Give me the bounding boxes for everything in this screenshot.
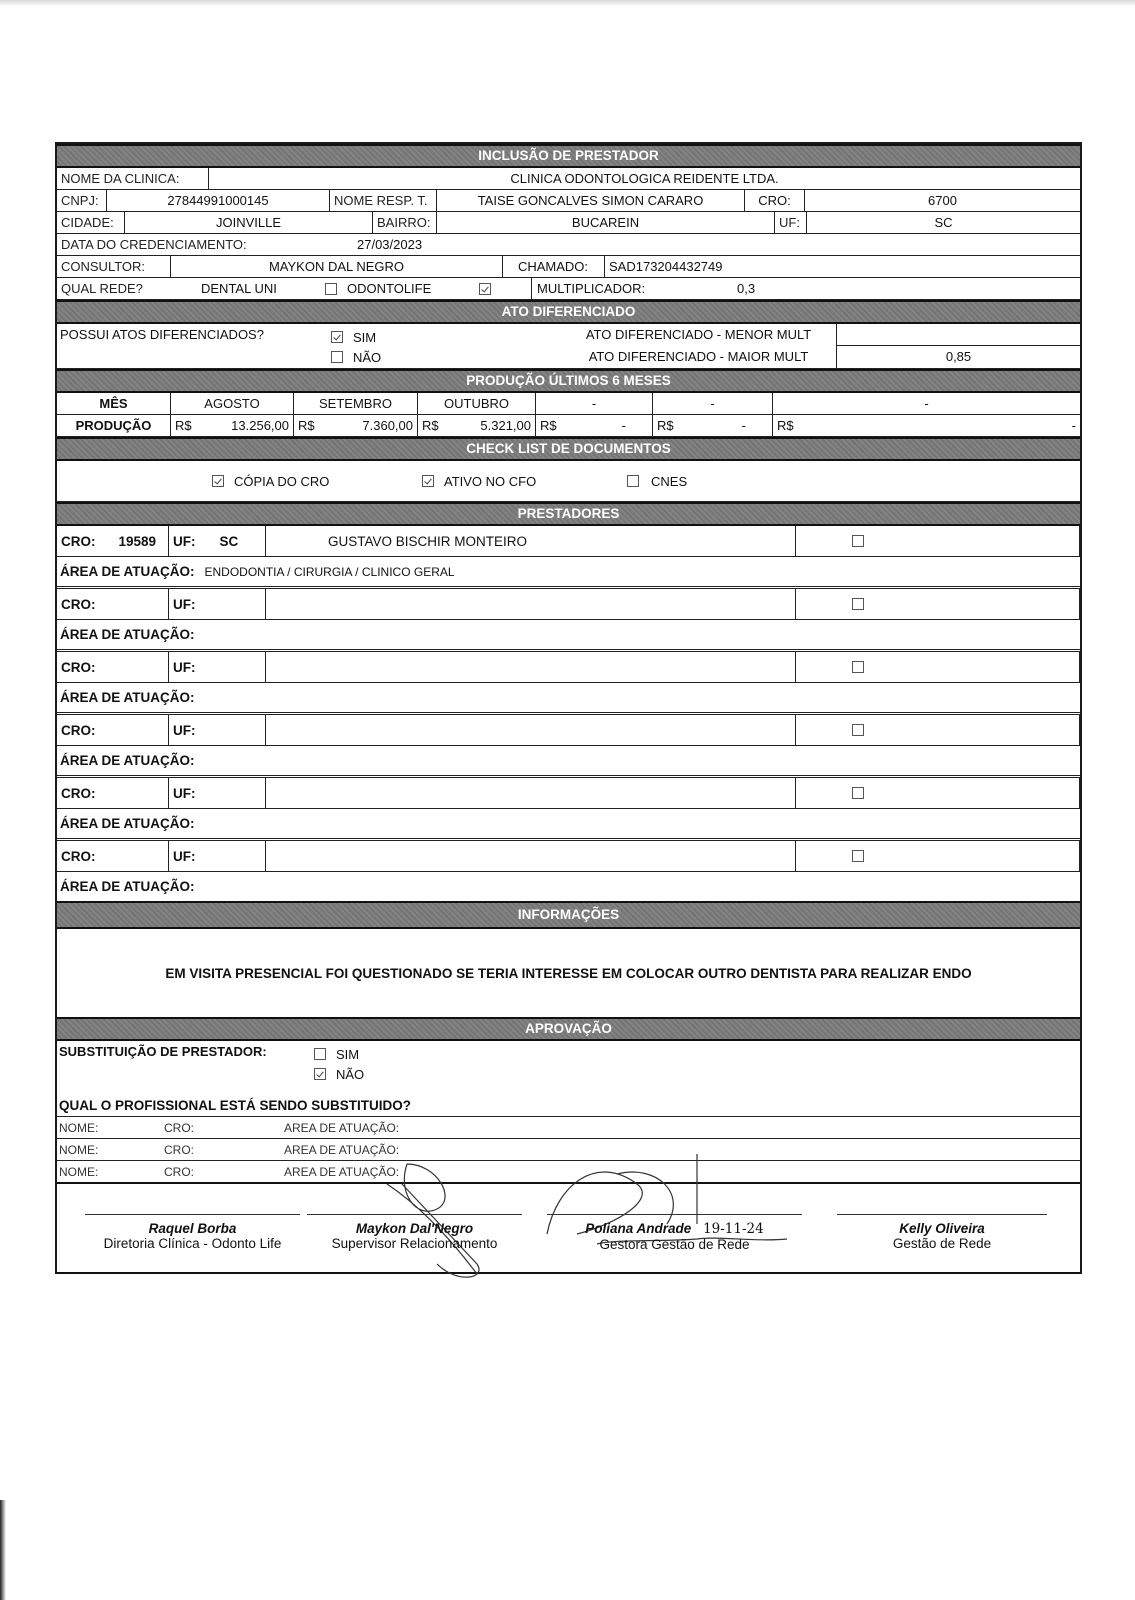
clinic-name-field[interactable]: CLINICA ODONTOLOGICA REIDENTE LTDA. (510, 171, 779, 186)
prestador-checkbox[interactable] (852, 661, 864, 673)
value-amount: - (621, 418, 626, 433)
rede-label: QUAL REDE? (61, 281, 143, 296)
prestadores-list (57, 526, 1080, 901)
cidade-field[interactable]: JOINVILLE (125, 212, 373, 233)
substituicao-label: SUBSTITUIÇÃO DE PRESTADOR: (59, 1044, 267, 1059)
producao-label: PRODUÇÃO (57, 415, 171, 436)
uf-field[interactable]: SC (934, 215, 953, 230)
signer-name: Poliana Andrade (585, 1221, 692, 1236)
substituido-cro-label: CRO: (164, 1142, 194, 1157)
substituido-area-label: AREA DE ATUAÇÃO: (284, 1164, 400, 1179)
bairro-label: BAIRRO: (373, 212, 437, 233)
signature-block (85, 1214, 300, 1251)
prestador-uf-label: UF: (169, 652, 266, 682)
prestador-checkbox[interactable] (852, 787, 864, 799)
qual-profissional-label: QUAL O PROFISSIONAL ESTÁ SENDO SUBSTITUIDO? (57, 1096, 1080, 1117)
signature-date: 19-11-24 (703, 1221, 764, 1237)
currency-symbol: R$ (175, 418, 192, 433)
checklist-header: CHECK LIST DE DOCUMENTOS (57, 437, 1080, 461)
ato-maior-value[interactable]: 0,85 (945, 349, 972, 364)
substituido-nome-label: NOME: (59, 1164, 99, 1179)
ato-sim-checkbox[interactable] (331, 331, 343, 343)
cro-field[interactable]: 6700 (928, 193, 957, 208)
rede-odontolife-label: ODONTOLIFE (347, 281, 432, 296)
prestador-row (57, 715, 1080, 746)
month-6: - (924, 396, 929, 411)
prestador-area-row (57, 809, 1080, 841)
area-label: ÁREA DE ATUAÇÃO: (60, 879, 195, 894)
month-1: AGOSTO (171, 393, 294, 414)
prestador-uf-label: UF: (169, 589, 266, 619)
value-2[interactable] (294, 415, 418, 436)
data-label: DATA DO CREDENCIAMENTO: (61, 237, 247, 252)
value-5[interactable] (653, 415, 773, 436)
ato-nao-checkbox[interactable] (331, 351, 343, 363)
subst-sim-checkbox[interactable] (314, 1048, 326, 1060)
prestador-name[interactable] (266, 589, 796, 619)
copia-cro-label: CÓPIA DO CRO (234, 473, 330, 489)
copia-cro-checkbox[interactable] (212, 475, 224, 487)
signer-name: Kelly Oliveira (899, 1221, 985, 1236)
signer-name: Maykon Dal'Negro (355, 1221, 474, 1236)
consultor-row (57, 256, 1080, 278)
value-3[interactable] (418, 415, 536, 436)
odontolife-checkbox[interactable] (479, 283, 491, 295)
prestador-checkbox[interactable] (852, 724, 864, 736)
producao-header: PRODUÇÃO ÚLTIMOS 6 MESES (57, 369, 1080, 393)
page-edge (0, 0, 1135, 6)
month-4: - (536, 393, 653, 414)
prestador-checkbox[interactable] (852, 598, 864, 610)
prestadores-header: PRESTADORES (57, 502, 1080, 526)
prestador-row (57, 778, 1080, 809)
subst-sim-option[interactable] (314, 1044, 364, 1064)
value-amount: - (741, 418, 746, 433)
ato-menor-label: ATO DIFERENCIADO - MENOR MULT (585, 327, 812, 342)
area-label: ÁREA DE ATUAÇÃO: (60, 753, 195, 768)
substituido-row[interactable] (57, 1117, 1080, 1139)
mes-label: MÊS (57, 393, 171, 414)
ato-menor-value[interactable] (837, 324, 1080, 346)
substituido-row[interactable] (57, 1161, 1080, 1182)
area-label: ÁREA DE ATUAÇÃO: (60, 564, 195, 579)
prestador-checkbox[interactable] (852, 850, 864, 862)
value-1[interactable] (171, 415, 294, 436)
value-amount: - (1071, 418, 1076, 433)
value-amount: 5.321,00 (480, 418, 531, 433)
page-edge-shadow (0, 1500, 6, 1600)
currency-symbol: R$ (422, 418, 439, 433)
signer-role: Diretoria Clínica - Odonto Life (103, 1236, 282, 1251)
area-label: ÁREA DE ATUAÇÃO: (60, 627, 195, 642)
prestador-row (57, 652, 1080, 683)
prestador-cro-label: CRO: (57, 715, 169, 745)
month-5: - (653, 393, 773, 414)
substituido-nome-label: NOME: (59, 1142, 99, 1157)
value-amount: 7.360,00 (362, 418, 413, 433)
cnes-checkbox[interactable] (627, 475, 639, 487)
subst-nao-checkbox[interactable] (314, 1068, 326, 1080)
substituido-cro-label: CRO: (164, 1120, 194, 1135)
cidade-row (57, 212, 1080, 234)
signature-block (837, 1214, 1047, 1251)
prestador-area-row (57, 557, 1080, 589)
mult-label: MULTIPLICADOR: (537, 281, 646, 296)
prestador-area-row (57, 620, 1080, 652)
currency-symbol: R$ (777, 418, 794, 433)
cro-label: CRO: (745, 190, 805, 211)
substituido-area-label: AREA DE ATUAÇÃO: (284, 1142, 400, 1157)
signer-role: Supervisor Relacionamento (331, 1236, 498, 1251)
prestador-area-row (57, 872, 1080, 901)
area-label: ÁREA DE ATUAÇÃO: (60, 816, 195, 831)
ato-nao-label: NÃO (353, 349, 382, 365)
clinic-name-label: NOME DA CLINICA: (57, 168, 209, 189)
month-3: OUTUBRO (418, 393, 536, 414)
ato-sim-label: SIM (353, 329, 377, 345)
prestador-name[interactable] (266, 652, 796, 682)
prestador-cro-label: CRO: (57, 589, 169, 619)
currency-symbol: R$ (298, 418, 315, 433)
chamado-label: CHAMADO: (517, 259, 589, 274)
rede-odontolife-option[interactable] (321, 278, 471, 299)
ato-nao-option[interactable] (331, 347, 561, 367)
prestador-name[interactable]: GUSTAVO BISCHIR MONTEIRO (266, 526, 796, 556)
form-title: INCLUSÃO DE PRESTADOR (57, 144, 1080, 168)
cnpj-field[interactable]: 27844991000145 (107, 190, 330, 211)
subst-sim-label: SIM (336, 1046, 360, 1062)
ato-mult-values (836, 324, 1080, 368)
prestador-cro-label: CRO: (57, 778, 169, 808)
checklist-cfo-option[interactable] (422, 474, 627, 489)
prestador-uf-value[interactable]: SC (219, 533, 239, 549)
data-row (57, 234, 1080, 256)
uf-label: UF: (775, 212, 807, 233)
informacoes-text[interactable]: EM VISITA PRESENCIAL FOI QUESTIONADO SE TERIA INTERESSE EM COLOCAR OUTRO DENTISTA PARA REALIZAR ENDO (57, 929, 1080, 1019)
informacoes-header: INFORMAÇÕES (57, 901, 1080, 929)
cidade-label: CIDADE: (57, 212, 125, 233)
ato-question: POSSUI ATOS DIFERENCIADOS? (60, 327, 264, 342)
rede-row (57, 278, 1080, 300)
subst-nao-label: NÃO (336, 1066, 365, 1082)
aprovacao-header: APROVAÇÃO (57, 1019, 1080, 1041)
value-amount: 13.256,00 (231, 418, 289, 433)
chamado-field[interactable]: SAD173204432749 (609, 259, 723, 274)
currency-symbol: R$ (657, 418, 674, 433)
bairro-field[interactable]: BUCAREIN (437, 212, 775, 233)
prestador-cro-value[interactable]: 19589 (118, 533, 156, 549)
prestador-uf-label: UF: (169, 841, 266, 871)
signer-role: Gestão de Rede (892, 1236, 992, 1251)
signature-block (307, 1214, 522, 1251)
inclusao-prestador-form (55, 142, 1082, 1274)
substituicao-options (314, 1044, 364, 1096)
prestador-area-row (57, 683, 1080, 715)
ativo-cfo-label: ATIVO NO CFO (444, 473, 537, 489)
checklist-cro-option[interactable] (212, 474, 422, 489)
signer-role: Gestora Gestão de Rede (599, 1237, 750, 1252)
ato-sim-option[interactable] (331, 327, 561, 347)
prestador-name[interactable] (266, 841, 796, 871)
ato-options (331, 324, 561, 368)
prestador-cro-label: CRO: (57, 841, 169, 871)
subst-nao-option[interactable] (314, 1064, 364, 1084)
checklist-cnes-option[interactable] (627, 474, 687, 489)
prestador-area-row (57, 746, 1080, 778)
substituido-nome-label: NOME: (59, 1120, 99, 1135)
prestador-row (57, 589, 1080, 620)
consultor-field[interactable]: MAYKON DAL NEGRO (171, 256, 503, 277)
checklist-row (57, 461, 1080, 502)
prestador-uf-label: UF: (169, 778, 266, 808)
producao-values-row (57, 415, 1080, 437)
substituido-list (57, 1117, 1080, 1182)
consultor-label: CONSULTOR: (57, 256, 171, 277)
resp-field[interactable]: TAISE GONCALVES SIMON CARARO (437, 190, 745, 211)
prestador-checkbox[interactable] (852, 535, 864, 547)
prestador-name[interactable] (266, 715, 796, 745)
prestador-uf-label: UF: (169, 715, 266, 745)
signature-block (547, 1214, 802, 1252)
ato-maior-label: ATO DIFERENCIADO - MAIOR MULT (588, 349, 809, 364)
ato-header: ATO DIFERENCIADO (57, 300, 1080, 324)
dental-uni-checkbox[interactable] (325, 283, 337, 295)
clinic-name-row (57, 168, 1080, 190)
data-field[interactable]: 27/03/2023 (357, 237, 423, 252)
prestador-cro-label: CRO: (57, 652, 169, 682)
mult-field[interactable]: 0,3 (737, 281, 756, 296)
prestador-row (57, 526, 1080, 557)
rede-dental-uni-label: DENTAL UNI (201, 281, 277, 296)
substituido-area-label: AREA DE ATUAÇÃO: (284, 1120, 400, 1135)
prestador-cro-label: CRO: (61, 533, 96, 549)
cnes-label: CNES (651, 473, 688, 489)
value-6[interactable] (773, 415, 1080, 436)
value-4[interactable] (536, 415, 653, 436)
cnpj-row (57, 190, 1080, 212)
month-2: SETEMBRO (294, 393, 418, 414)
resp-label: NOME RESP. T. (330, 190, 437, 211)
prestador-name[interactable] (266, 778, 796, 808)
signatures-area (57, 1182, 1080, 1274)
substituido-cro-label: CRO: (164, 1164, 194, 1179)
substituicao-section (57, 1041, 1080, 1096)
prestador-uf-label: UF: (173, 533, 196, 549)
ato-section (57, 324, 1080, 369)
prestador-row (57, 841, 1080, 872)
area-value[interactable]: ENDODONTIA / CIRURGIA / CLINICO GERAL (204, 564, 455, 579)
odontolife-checkbox-cell[interactable] (471, 278, 531, 299)
currency-symbol: R$ (540, 418, 557, 433)
ativo-cfo-checkbox[interactable] (422, 475, 434, 487)
ato-mult-labels (561, 324, 836, 368)
substituido-row[interactable] (57, 1139, 1080, 1161)
cnpj-label: CNPJ: (57, 190, 107, 211)
signer-name: Raquel Borba (148, 1221, 237, 1236)
area-label: ÁREA DE ATUAÇÃO: (60, 690, 195, 705)
producao-months-row (57, 393, 1080, 415)
